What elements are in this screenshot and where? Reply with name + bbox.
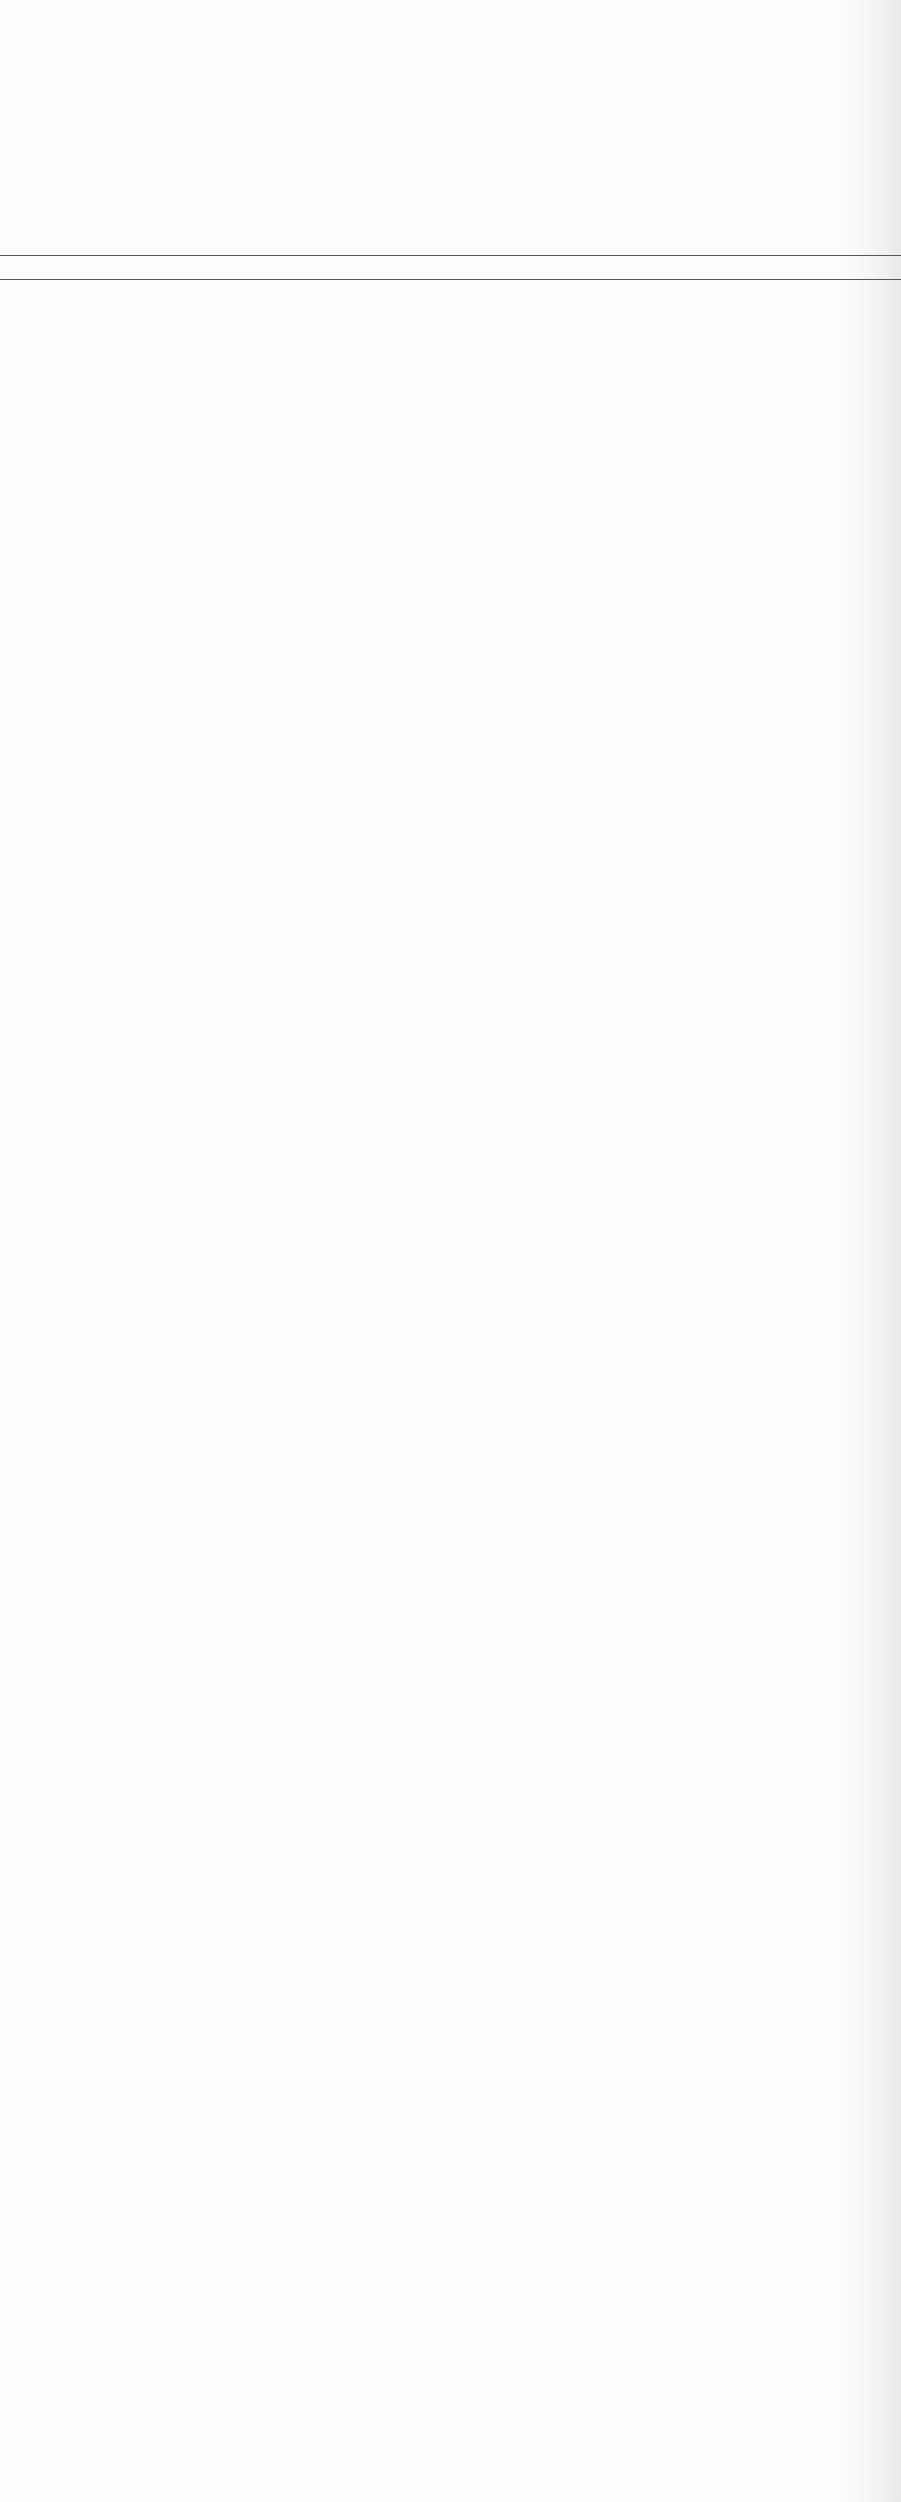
list-item [20, 784, 90, 802]
list-item [20, 389, 98, 407]
list-item [20, 305, 98, 323]
list-item [20, 428, 98, 446]
list-item [20, 368, 98, 386]
scan-edge-shadow [841, 0, 901, 2502]
list-item [20, 534, 98, 552]
list-item [20, 326, 98, 344]
list-item [20, 1610, 98, 1628]
list-item [20, 1547, 98, 1565]
list-item [20, 1673, 98, 1691]
list-item [20, 1694, 98, 1712]
divider-line [0, 255, 901, 256]
list-item [20, 513, 98, 531]
list-item [20, 1736, 98, 1754]
list-item [20, 1568, 98, 1586]
list-item [20, 1652, 98, 1670]
list-item [20, 450, 98, 468]
list-item [20, 1526, 98, 1544]
list-item [20, 407, 98, 425]
list-item [20, 1715, 98, 1733]
list-item [20, 471, 98, 489]
list-item [20, 492, 98, 510]
list-item [20, 742, 90, 760]
list-item [20, 763, 90, 781]
list-item [20, 1757, 98, 1775]
divider-line [0, 279, 901, 280]
list-item [20, 347, 98, 365]
list-item [20, 1589, 98, 1607]
list-item [20, 1631, 98, 1649]
list-item [20, 805, 90, 823]
